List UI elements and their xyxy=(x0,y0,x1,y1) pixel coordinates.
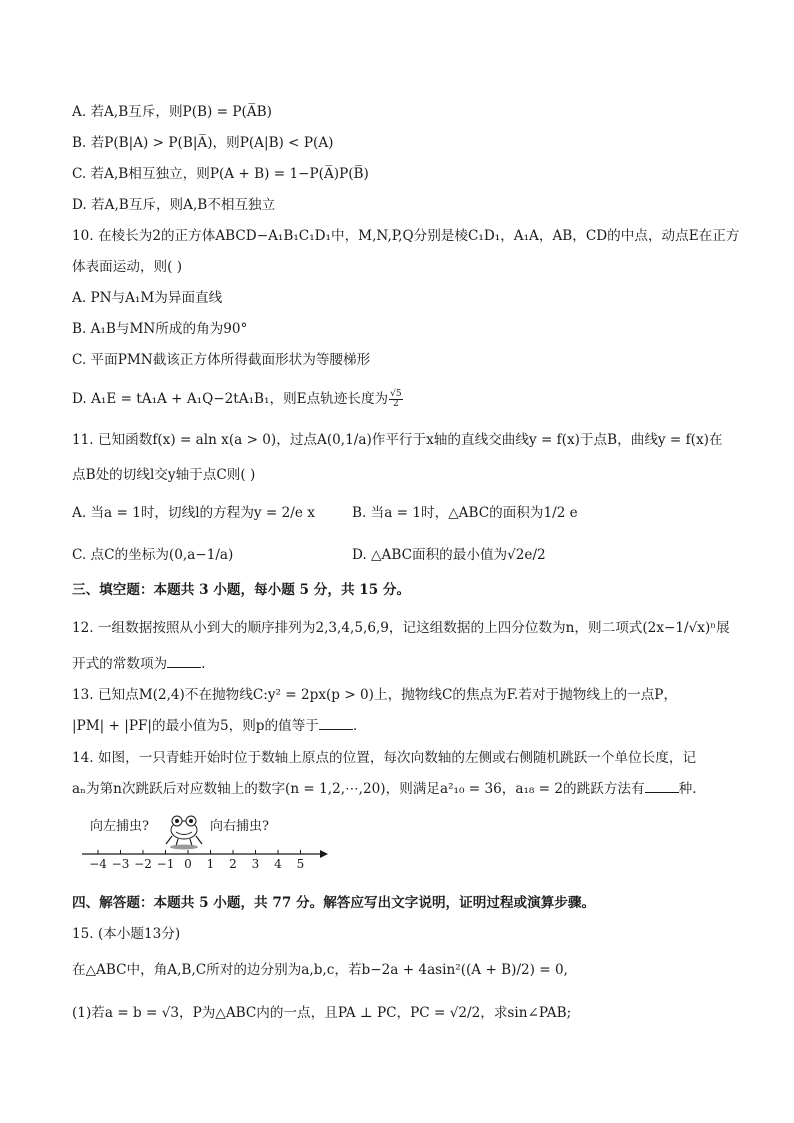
number-line-tick-label: −3 xyxy=(111,857,130,871)
q10-stem-line2: 体表面运动，则( ) xyxy=(72,259,183,275)
number-line-tick-label: 5 xyxy=(296,857,305,871)
number-line-arrow xyxy=(320,850,328,858)
q10-stem-line1: 10. 在棱长为2的正方体ABCD−A₁B₁C₁D₁中，M,N,P,Q分别是棱C₁D₁，A₁A，AB，CD的中点，动点E在正方 xyxy=(72,228,740,244)
section-4-heading: 四、解答题：本题共 5 小题，共 77 分。解答应写出文字说明，证明过程或演算步骤。 xyxy=(72,895,596,911)
q11-option-c: C. 点C的坐标为(0,a−1/a) xyxy=(72,547,234,563)
q13-line2-text: |PM| + |PF|的最小值为5，则p的值等于 xyxy=(72,718,319,734)
q11-option-a: A. 当a = 1时，切线l的方程为y = 2/e x xyxy=(72,505,315,521)
q13-line1: 13. 已知点M(2,4)不在抛物线C:y² = 2px(p > 0)上，抛物线C的焦点为F.若对于抛物线上的一点P， xyxy=(72,687,678,703)
q12-line2: 开式的常数项为 . xyxy=(72,656,206,672)
q10-option-a: A. PN与A₁M为异面直线 xyxy=(72,290,223,306)
figure-right-text: 向右捕虫? xyxy=(210,819,269,834)
number-line-tick-label: 1 xyxy=(206,857,215,871)
figure-left-text: 向左捕虫? xyxy=(90,819,149,834)
q9-option-c: C. 若A,B相互独立，则P(A + B) = 1−P(A̅)P(B̅) xyxy=(72,166,369,182)
q10-option-b: B. A₁B与MN所成的角为90° xyxy=(72,321,248,337)
q10-option-c: C. 平面PMN截该正方体所得截面形状为等腰梯形 xyxy=(72,352,371,368)
q15-part1: (1)若a = b = √3，P为△ABC内的一点，且PA ⊥ PC，PC = √2/2，求sin∠PAB; xyxy=(72,1005,572,1021)
q13-line2: |PM| + |PF|的最小值为5，则p的值等于 . xyxy=(72,718,358,734)
q14-line2-end: 种. xyxy=(678,781,697,797)
number-line-tick-label: 2 xyxy=(229,857,237,871)
q15-stem: 在△ABC中，角A,B,C所对的边分别为a,b,c，若b−2a + 4asin²((A + B)/2) = 0, xyxy=(72,962,568,978)
q11-stem-line1: 11. 已知函数f(x) = aln x(a > 0)，过点A(0,1/a)作平行于x轴的直线交曲线y = f(x)于点B，曲线y = f(x)在 xyxy=(72,432,723,448)
number-line-tick-label: 0 xyxy=(184,857,192,871)
q10-option-d-prefix: D. xyxy=(72,391,92,407)
number-line-tick-label: 3 xyxy=(251,857,260,871)
q10-d-frac-den: 2 xyxy=(393,399,399,409)
number-line-tick-label: −2 xyxy=(134,857,152,871)
q11-option-b: B. 当a = 1时，△ABC的面积为1/2 e xyxy=(352,505,578,521)
number-line-tick-label: −1 xyxy=(156,857,175,871)
q15-header: 15. (本小题13分) xyxy=(72,926,181,942)
q11-option-d: D. △ABC面积的最小值为√2e/2 xyxy=(352,547,546,563)
q14-line2-text: aₙ为第n次跳跃后对应数轴上的数字(n = 1,2,⋯,20)，则满足a²₁₀ = 36，a₁₈ = 2的跳跃方法有 xyxy=(72,781,645,797)
q9-option-b: B. 若P(B|A) > P(B|A̅)，则P(A|B) < P(A) xyxy=(72,135,334,151)
q12-line2-text: 开式的常数项为 xyxy=(72,656,168,672)
q12-answer-blank[interactable] xyxy=(167,655,201,668)
q10-option-d xyxy=(72,389,722,409)
q10-option-d-text: A₁E = tA₁A + A₁Q−2tA₁B₁，则E点轨迹长度为 xyxy=(91,391,389,407)
q9-option-a: A. 若A,B互斥，则P(B) = P(A̅B) xyxy=(72,104,272,120)
q12-line1: 12. 一组数据按照从小到大的顺序排列为2,3,4,5,6,9，记这组数据的上四分位数为n，则二项式(2x−1/√x)ⁿ展 xyxy=(72,620,730,636)
q14-line1: 14. 如图，一只青蛙开始时位于数轴上原点的位置，每次向数轴的左侧或右侧随机跳跃一个单位长度，记 xyxy=(72,750,697,766)
number-line-tick-label: 4 xyxy=(274,857,282,871)
q10-d-frac-num: √5 xyxy=(390,389,402,399)
number-line-tick-label: −4 xyxy=(89,857,107,871)
q14-line2 xyxy=(72,779,722,799)
frog-number-line-figure xyxy=(80,812,330,872)
q9-option-d: D. 若A,B互斥，则A,B不相互独立 xyxy=(72,197,276,213)
q11-stem-line2: 点B处的切线l交y轴于点C则( ) xyxy=(72,467,256,483)
q10-option-d-fraction xyxy=(389,390,402,409)
frog-icon xyxy=(166,816,202,850)
section-3-heading: 三、填空题：本题共 3 小题，每小题 5 分，共 15 分。 xyxy=(72,582,411,598)
q14-answer-blank[interactable] xyxy=(645,780,679,793)
q13-answer-blank[interactable] xyxy=(319,717,353,730)
number-line-ticks xyxy=(89,850,304,871)
